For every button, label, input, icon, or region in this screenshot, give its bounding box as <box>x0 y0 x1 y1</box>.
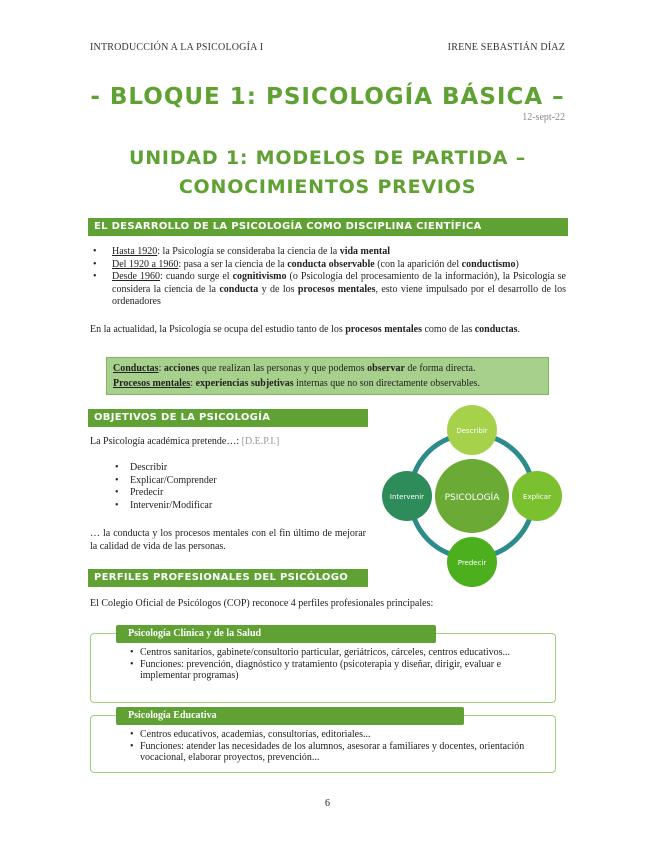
header-course: INTRODUCCIÓN A LA PSICOLOGÍA I <box>90 42 264 53</box>
list-item: • Explicar/Comprender <box>112 475 312 488</box>
profile-card-list <box>130 647 530 682</box>
history-list <box>90 246 566 309</box>
list-item: • Hasta 1920: la Psicología se consideraba la ciencia de la vida mental <box>90 246 566 259</box>
section-heading-desarrollo: EL DESARROLLO DE LA PSICOLOGÍA COMO DISCIPLINA CIENTÍFICA <box>88 218 568 236</box>
definitions-box <box>106 357 549 395</box>
list-item: • Centros sanitarios, gabinete/consultorio particular, geriátricos, cárceles, centros educativos... <box>130 647 530 659</box>
unit-title <box>60 144 595 202</box>
date-label: 12-sept-22 <box>522 112 565 123</box>
node-label: Explicar <box>523 493 551 501</box>
definition-conductas: Conductas: acciones que realizan las personas y que podemos observar de forma directa. <box>113 363 476 374</box>
section-heading-perfiles: PERFILES PROFESIONALES DEL PSICÓLOGO <box>88 569 368 587</box>
objectives-outro: … la conducta y los procesos mentales con el fin último de mejorar la calidad de vida de las personas. <box>90 528 366 552</box>
node-label: Predecir <box>457 559 487 567</box>
block-title: - BLOQUE 1: PSICOLOGÍA BÁSICA – <box>90 84 565 110</box>
profile-card-title: Psicología Educativa <box>116 707 464 725</box>
section-heading-objetivos: OBJETIVOS DE LA PSICOLOGÍA <box>88 409 368 427</box>
list-item: • Predecir <box>112 487 312 500</box>
profile-card-list <box>130 729 540 764</box>
center-label: PSICOLOGÍA <box>444 493 500 503</box>
node-label: Intervenir <box>389 493 425 501</box>
page-number: 6 <box>325 798 330 809</box>
list-item: • Describir <box>112 462 312 475</box>
unit-title-line2: CONOCIMIENTOS PREVIOS <box>178 176 477 198</box>
definition-procesos: Procesos mentales: experiencias subjetivas internas que no son directamente observables. <box>113 378 480 389</box>
objectives-intro: La Psicología académica pretende…: [D.E.P.I.] <box>90 436 280 447</box>
acronym: [D.E.P.I.] <box>241 436 280 447</box>
profile-card-title: Psicología Clínica y de la Salud <box>116 625 436 643</box>
list-item: • Desde 1960: cuando surge el cognitivismo (o Psicología del procesamiento de la información), la Psicología se considera la ciencia de la conducta y de los procesos mentales, esto viene impulsado por el desarrollo de los ordenadores <box>90 271 566 309</box>
perfiles-intro: El Colegio Oficial de Psicólogos (COP) reconoce 4 perfiles profesionales principales: <box>90 598 434 609</box>
objectives-cycle-diagram <box>372 402 572 590</box>
list-item: • Centros educativos, academias, consultorías, editoriales... <box>130 729 540 741</box>
list-item: • Del 1920 a 1960: pasa a ser la ciencia de la conducta observable (con la aparición del conductismo) <box>90 259 566 272</box>
objectives-list <box>112 462 312 512</box>
node-label: Describir <box>456 427 488 435</box>
list-item: • Intervenir/Modificar <box>112 500 312 513</box>
list-item: • Funciones: prevención, diagnóstico y tratamiento (psicoterapia y diseñar, dirigir, evaluar e implementar programas) <box>130 659 530 682</box>
header-author: IRENE SEBASTIÁN DÍAZ <box>447 42 565 53</box>
list-item: • Funciones: atender las necesidades de los alumnos, asesorar a familiares y docentes, orientación vocacional, elaborar proyectos, prevención... <box>130 741 540 764</box>
unit-title-line1: UNIDAD 1: MODELOS DE PARTIDA – <box>128 147 527 169</box>
paragraph-actualidad: En la actualidad, la Psicología se ocupa del estudio tanto de los procesos mentales como de las conductas. <box>90 324 521 335</box>
